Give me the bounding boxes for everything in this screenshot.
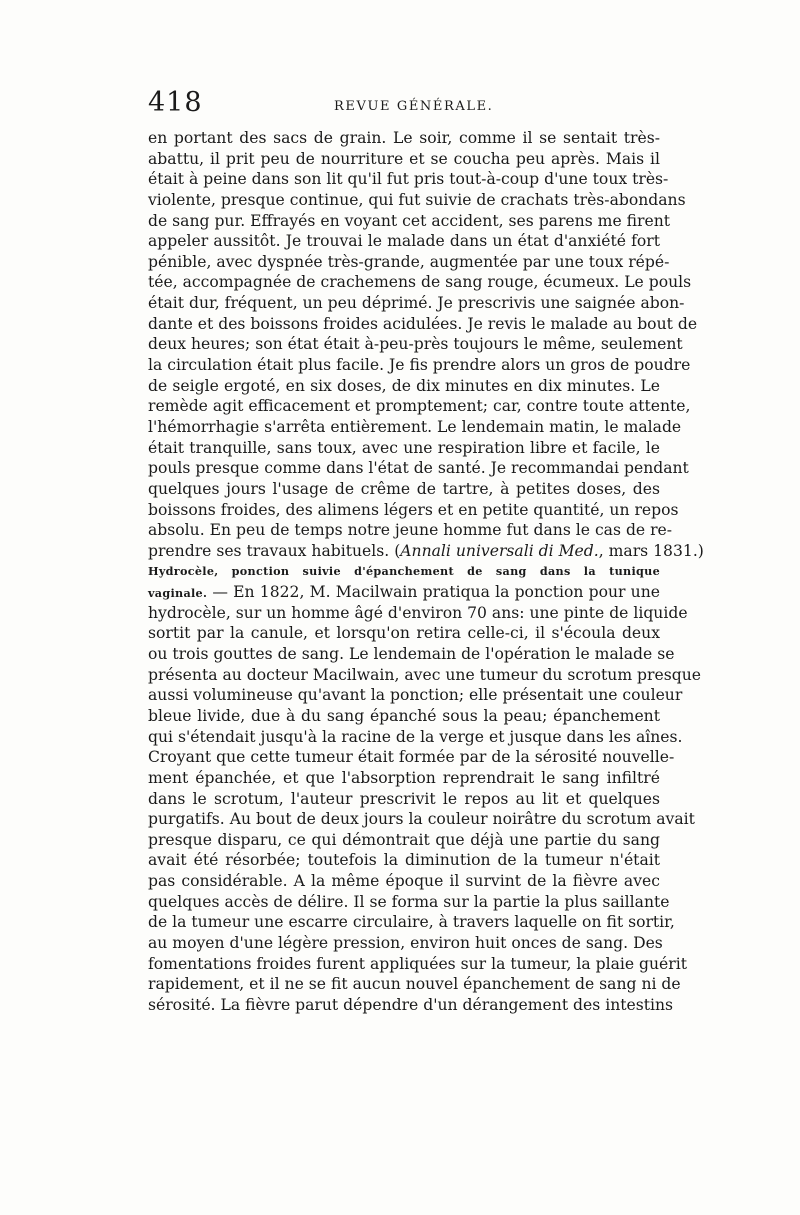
- section-heading-continuation: [148, 582, 660, 603]
- text-line: deux heures; son état était à-peu-près toujours le même, seulement: [148, 335, 683, 354]
- text-line: pouls presque comme dans l'état de santé. Je recommandai pendant: [148, 459, 689, 478]
- text-line: pas considérable. A la même époque il survint de la fièvre avec: [148, 872, 660, 891]
- section-heading-tail: vaginale.: [148, 586, 208, 601]
- text-line: de la tumeur une escarre circulaire, à travers laquelle on fit sortir,: [148, 913, 675, 932]
- citation-journal: Annali universali di Med.: [400, 541, 599, 560]
- text-line: était tranquille, sans toux, avec une respiration libre et facile, le: [148, 438, 660, 457]
- text-line: l'hémorrhagie s'arrêta entièrement. Le lendemain matin, le malade: [148, 417, 682, 436]
- text-line: fomentations froides furent appliquées sur la tumeur, la plaie guérit: [148, 954, 687, 973]
- text-line: de sang pur. Effrayés en voyant cet accident, ses parens me firent: [148, 211, 671, 230]
- text-line: rapidement, et il ne se fit aucun nouvel épanchement de sang ni de: [148, 975, 681, 994]
- text-line: remède agit efficacement et promptement; car, contre toute attente,: [148, 397, 691, 416]
- text-line: Croyant que cette tumeur était formée par de la sérosité nouvelle-: [148, 748, 675, 767]
- text-line: présenta au docteur Macilwain, avec une tumeur du scrotum presque: [148, 665, 701, 684]
- page-header: [148, 88, 660, 124]
- text-line: était à peine dans son lit qu'il fut pris tout-à-coup d'une toux très-: [148, 170, 669, 189]
- text-line: boissons froides, des alimens légers et en petite quantité, un repos: [148, 500, 679, 519]
- page-number: 418: [148, 87, 203, 118]
- text-line: qui s'étendait jusqu'à la racine de la verge et jusque dans les aînes.: [148, 727, 683, 746]
- text-line: abattu, il prit peu de nourriture et se coucha peu après. Mais il: [148, 149, 660, 168]
- text-line: absolu. En peu de temps notre jeune homme fut dans le cas de re-: [148, 521, 673, 540]
- text-line: quelques accès de délire. Il se forma sur la partie la plus saillante: [148, 892, 670, 911]
- text-line: sortit par la canule, et lorsqu'on retira celle-ci, il s'écoula deux: [148, 624, 660, 643]
- section-heading-hydrocele: Hydrocèle, ponction suivie d'épanchement de sang dans la tunique: [148, 564, 660, 579]
- text-line: aussi volumineuse qu'avant la ponction; elle présentait une couleur: [148, 686, 683, 705]
- text-line: hydrocèle, sur un homme âgé d'environ 70 ans: une pinte de liquide: [148, 603, 688, 622]
- text-line: pénible, avec dyspnée très-grande, augmentée par une toux répé-: [148, 252, 670, 271]
- text-line: appeler aussitôt. Je trouvai le malade dans un état d'anxiété fort: [148, 232, 660, 251]
- text-line: sérosité. La fièvre parut dépendre d'un dérangement des intestins: [148, 995, 674, 1014]
- body-text: [148, 128, 704, 1016]
- text-line: dans le scrotum, l'auteur prescrivit le repos au lit et quelques: [148, 789, 660, 808]
- text-line: au moyen d'une légère pression, environ huit onces de sang. Des: [148, 933, 663, 952]
- text-line: tée, accompagnée de crachemens de sang rouge, écumeux. Le pouls: [148, 273, 692, 292]
- text-line: ment épanchée, et que l'absorption reprendrait le sang infiltré: [148, 768, 660, 787]
- text-line-with-citation: [148, 541, 704, 562]
- text-line: dante et des boissons froides acidulées. Je revis le malade au bout de: [148, 314, 698, 333]
- text-line: en portant des sacs de grain. Le soir, comme il se sentait très-: [148, 129, 660, 147]
- text-line: violente, presque continue, qui fut suivie de crachats très-abondans: [148, 190, 686, 209]
- text-line: avait été résorbée; toutefois la diminution de la tumeur n'était: [148, 851, 660, 870]
- text-line: la circulation était plus facile. Je fis prendre alors un gros de poudre: [148, 356, 691, 375]
- text-line: de seigle ergoté, en six doses, de dix minutes en dix minutes. Le: [148, 376, 660, 395]
- text-line: était dur, fréquent, un peu déprimé. Je prescrivis une saignée abon-: [148, 294, 685, 313]
- text-line: ou trois gouttes de sang. Le lendemain de l'opération le malade se: [148, 645, 675, 664]
- paragraph-hydrocele-case: [148, 603, 701, 1016]
- text-line: purgatifs. Au bout de deux jours la couleur noirâtre du scrotum avait: [148, 810, 695, 829]
- paragraph-pulmonary-hemorrhage-case: [148, 128, 698, 541]
- text-line: presque disparu, ce qui démontrait que déjà une partie du sang: [148, 830, 660, 849]
- text-line: bleue livide, due à du sang épanché sous la peau; épanchement: [148, 706, 660, 725]
- text-line: quelques jours l'usage de crême de tartre, à petites doses, des: [148, 479, 660, 498]
- citation-suffix: , mars 1831.): [598, 541, 704, 560]
- section-first-sentence: — En 1822, M. Macilwain pratiqua la ponction pour une: [207, 583, 660, 602]
- citation-prefix: prendre ses travaux habituels. (: [148, 541, 401, 560]
- running-head: REVUE GÉNÉRALE.: [334, 99, 494, 114]
